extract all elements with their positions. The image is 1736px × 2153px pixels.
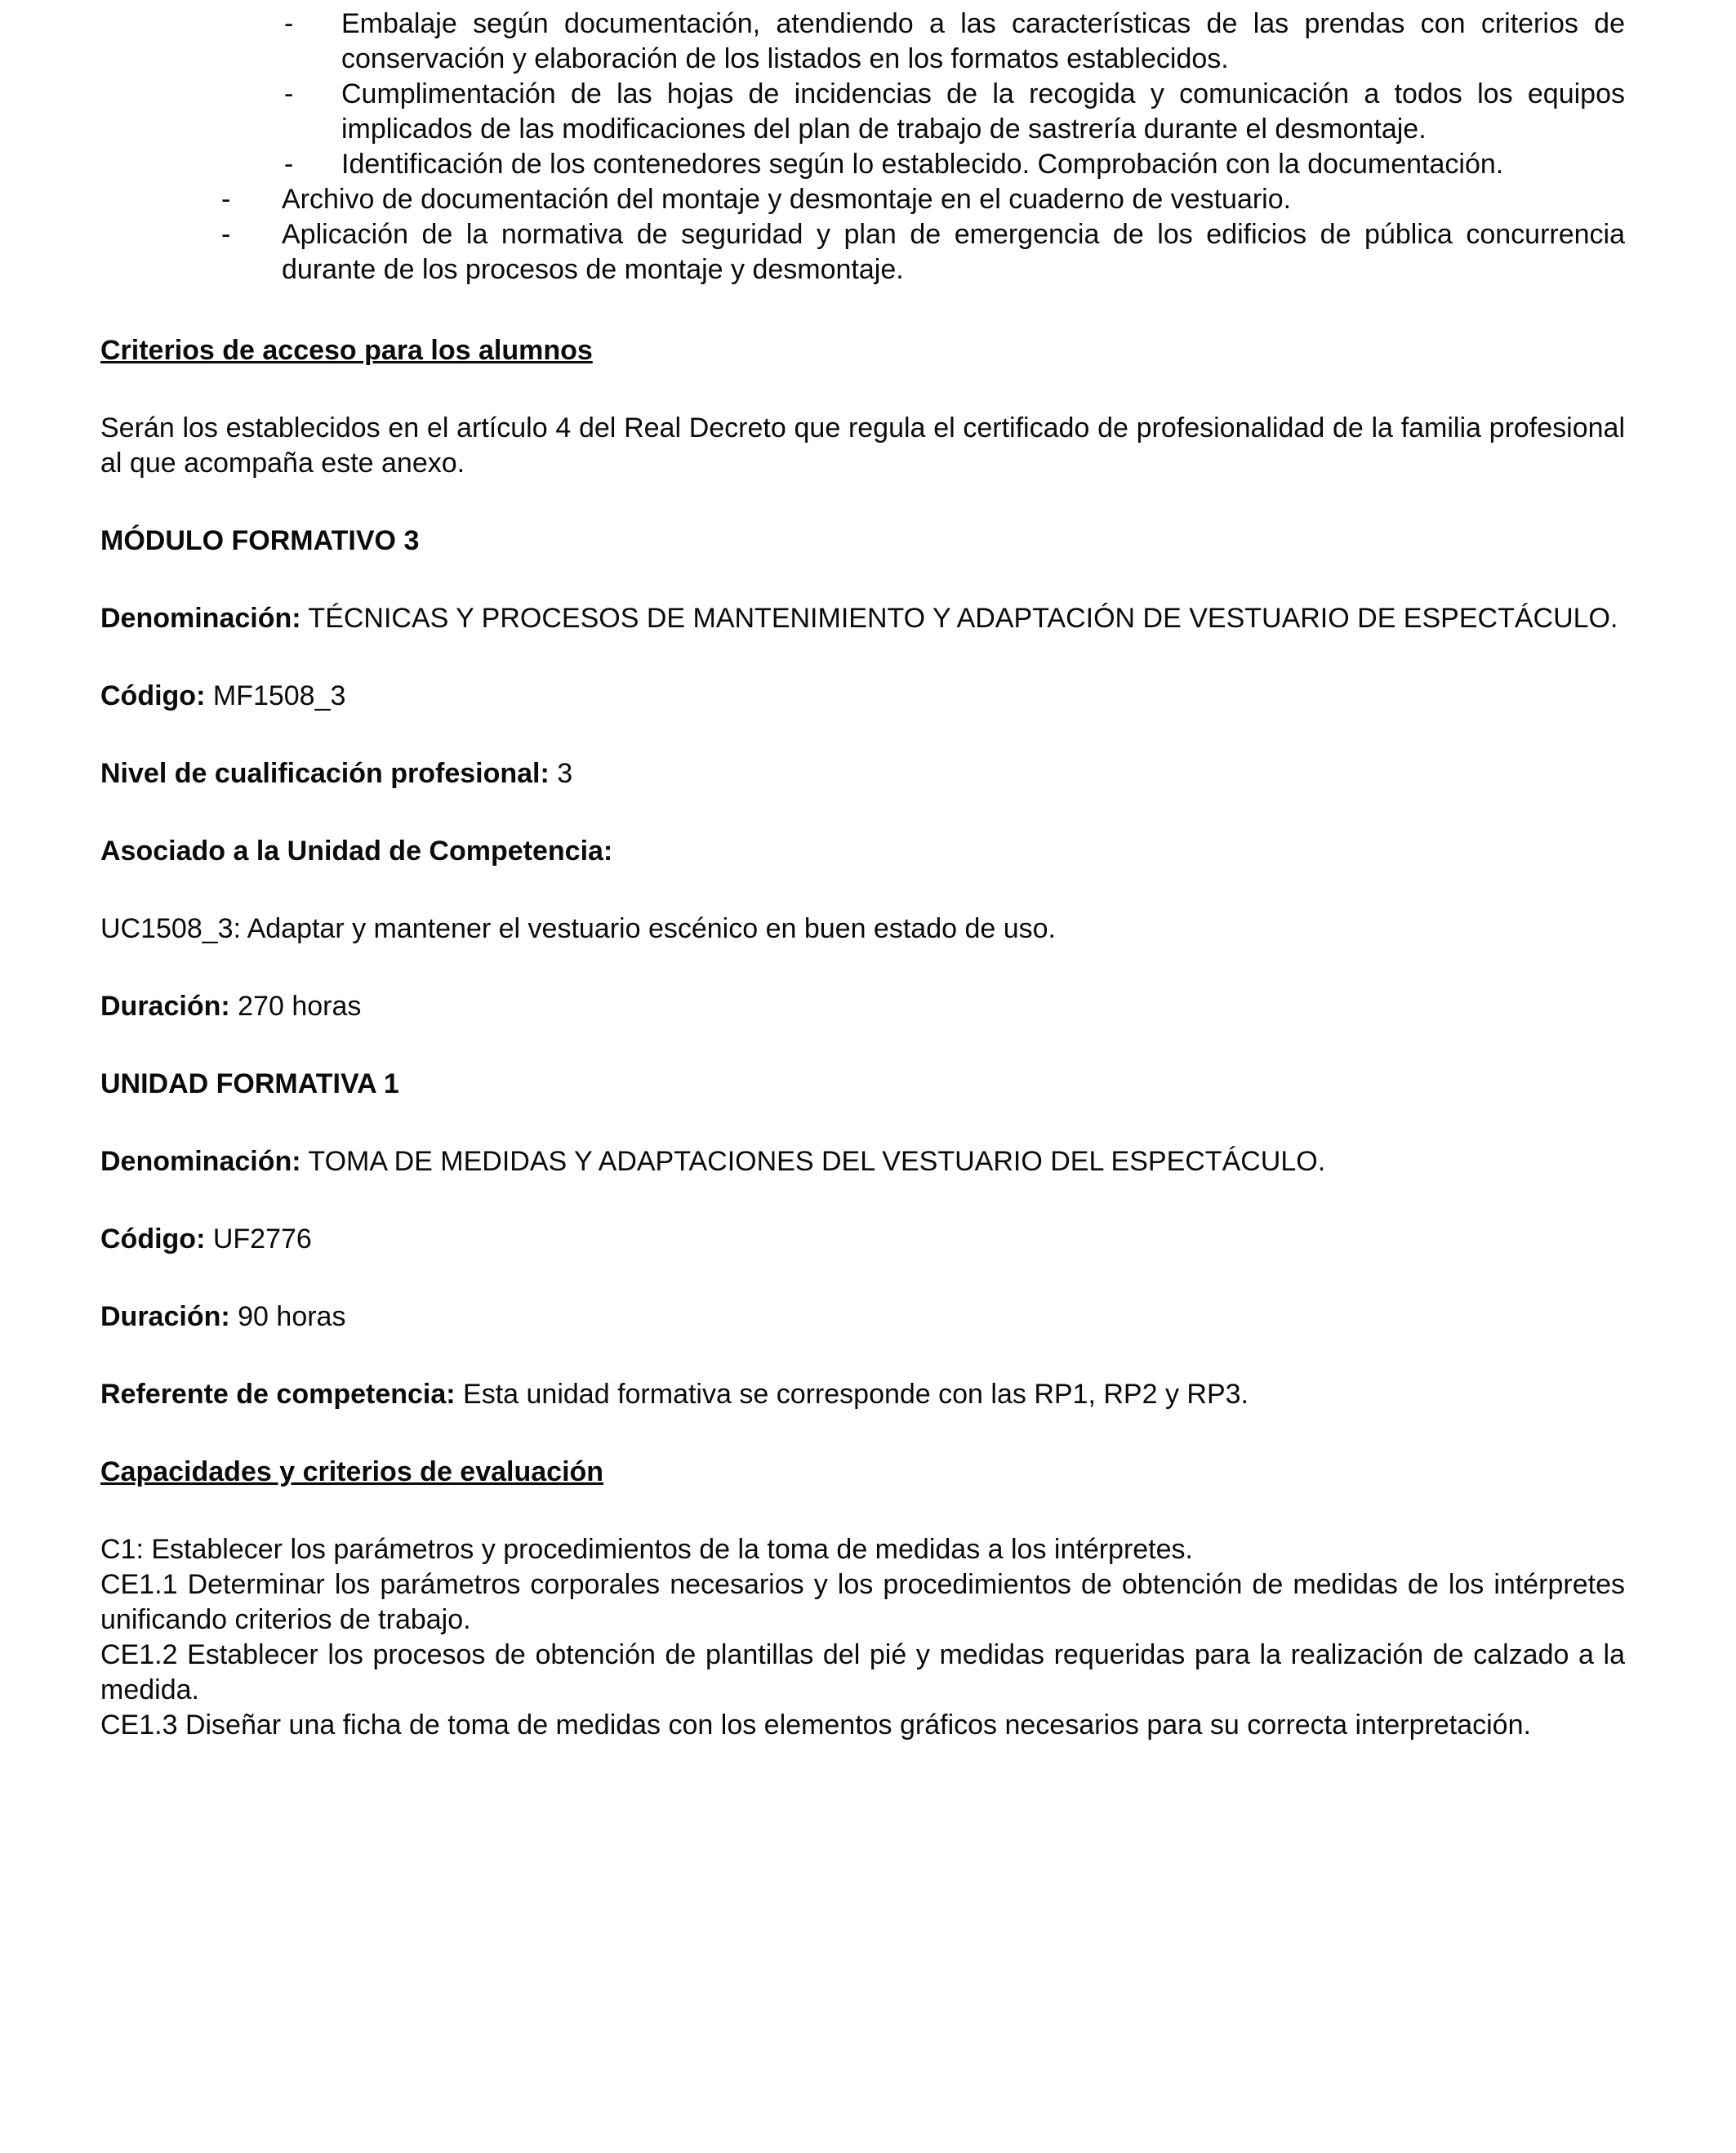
paragraph-ce1-1: CE1.1 Determinar los parámetros corporales necesarios y los procedimientos de obtención de medidas de los intérpretes unificando criterios de trabajo. [100,1569,1625,1635]
bullet-item [100,77,1625,147]
field-label: Referente de competencia: [100,1379,456,1410]
paragraph-criterios-acceso: Serán los establecidos en el artículo 4 del Real Decreto que regula el certificado de profesionalidad de la familia profesional al que acompaña este anexo. [100,412,1625,479]
field-referente-competencia [100,1377,1625,1412]
field-nivel-cualificacion [100,756,1625,791]
paragraph-uc1508: UC1508_3: Adaptar y mantener el vestuario escénico en buen estado de uso. [100,913,1056,944]
field-value: 90 horas [238,1301,346,1332]
heading-unidad-formativa-1: UNIDAD FORMATIVA 1 [100,1068,399,1099]
heading-asociado-unidad-competencia: Asociado a la Unidad de Competencia: [100,836,613,867]
field-label: Código: [100,680,206,711]
heading-criterios-acceso: Criterios de acceso para los alumnos [100,335,593,366]
dash-bullet-marker: - [221,219,231,250]
bullet-item [100,182,1625,217]
bullet-text: Archivo de documentación del montaje y desmontaje en el cuaderno de vestuario. [282,184,1292,215]
field-value: Esta unidad formativa se corresponde con las RP1, RP2 y RP3. [463,1379,1249,1410]
bullet-text: Cumplimentación de las hojas de incidencias de la recogida y comunicación a todos los equipos implicados de las modificaciones del plan de trabajo de sastrería durante el desmontaje. [341,78,1625,145]
field-value: 3 [557,758,573,789]
field-duracion-uf1 [100,1299,1625,1335]
paragraph-c1: C1: Establecer los parámetros y procedimientos de la toma de medidas a los intérpretes. [100,1534,1193,1565]
field-value: UF2776 [212,1224,312,1255]
field-codigo-modulo3 [100,679,1625,714]
dash-bullet-marker: - [221,184,231,215]
field-duracion-modulo3 [100,989,1625,1024]
field-label: Duración: [100,1301,230,1332]
heading-modulo-formativo-3: MÓDULO FORMATIVO 3 [100,525,420,556]
field-label: Denominación: [100,1146,301,1177]
bullet-list [100,7,1625,288]
dash-bullet-marker: - [284,78,294,109]
field-value: TOMA DE MEDIDAS Y ADAPTACIONES DEL VESTUARIO DEL ESPECTÁCULO. [308,1146,1326,1177]
field-label: Denominación: [100,603,301,634]
bullet-item [100,147,1625,182]
field-label: Duración: [100,991,230,1022]
field-codigo-uf1 [100,1222,1625,1257]
field-value: MF1508_3 [212,680,346,711]
paragraph-ce1-3: CE1.3 Diseñar una ficha de toma de medidas con los elementos gráficos necesarios para su correcta interpretación. [100,1709,1531,1741]
bullet-text: Identificación de los contenedores según lo establecido. Comprobación con la documentación. [341,149,1504,180]
heading-capacidades-criterios: Capacidades y criterios de evaluación [100,1456,604,1487]
paragraph-ce1-2: CE1.2 Establecer los procesos de obtención de plantillas del pié y medidas requeridas para la realización de calzado a la medida. [100,1639,1625,1705]
field-label: Código: [100,1224,206,1255]
field-denominacion-uf1 [100,1144,1625,1179]
bullet-text: Aplicación de la normativa de seguridad y plan de emergencia de los edificios de pública concurrencia durante de los procesos de montaje y desmontaje. [282,219,1625,285]
field-label: Nivel de cualificación profesional: [100,758,550,789]
bullet-text: Embalaje según documentación, atendiendo a las características de las prendas con criterios de conservación y elaboración de los listados en los formatos establecidos. [341,8,1625,74]
field-denominacion-modulo3 [100,601,1625,636]
capacidades-block [100,1532,1625,1743]
bullet-item [100,217,1625,288]
dash-bullet-marker: - [284,149,294,180]
field-value: 270 horas [238,991,362,1022]
bullet-item [100,7,1625,77]
field-value: TÉCNICAS Y PROCESOS DE MANTENIMIENTO Y ADAPTACIÓN DE VESTUARIO DE ESPECTÁCULO. [308,603,1618,634]
dash-bullet-marker: - [284,8,294,39]
